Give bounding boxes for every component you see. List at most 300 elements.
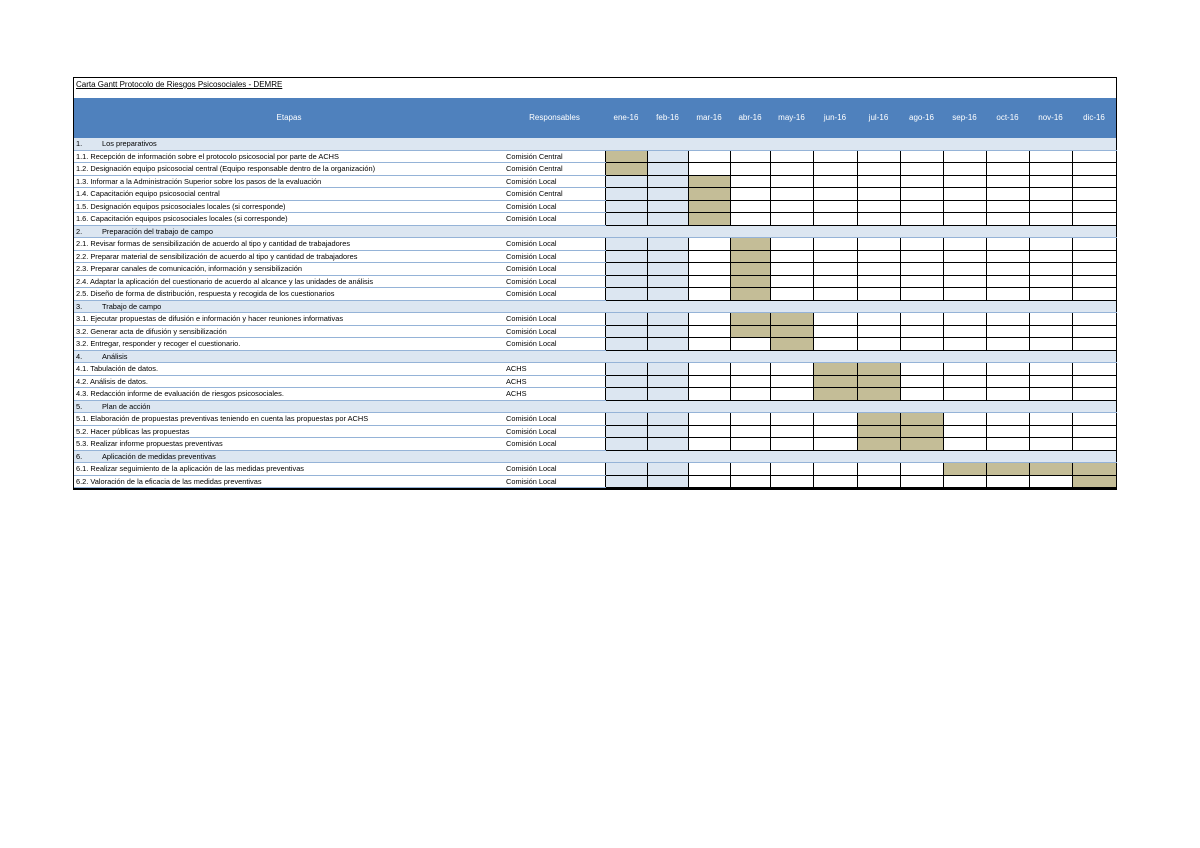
- gantt-cell: [605, 175, 647, 188]
- task-responsible: Comisión Local: [504, 325, 605, 338]
- task-stage: 1.5. Designación equipos psicosociales locales (si corresponde): [74, 200, 504, 213]
- header-month-oct-16: oct-16: [986, 98, 1029, 138]
- gantt-cell: [900, 263, 943, 276]
- section-title: Los preparativos: [102, 139, 157, 148]
- task-responsible: Comisión Central: [504, 188, 605, 201]
- gantt-cell: [770, 250, 813, 263]
- header-month-jun-16: jun-16: [813, 98, 857, 138]
- gantt-bar-cell: [1029, 463, 1072, 476]
- gantt-cell: [605, 200, 647, 213]
- gantt-cell: [647, 288, 688, 301]
- gantt-cell: [647, 313, 688, 326]
- gantt-cell: [1072, 338, 1116, 351]
- gantt-cell: [688, 250, 730, 263]
- gantt-cell: [688, 363, 730, 376]
- gantt-cell: [688, 438, 730, 451]
- gantt-cell: [647, 275, 688, 288]
- gantt-cell: [813, 425, 857, 438]
- section-row: [74, 350, 1116, 363]
- gantt-cell: [730, 475, 770, 488]
- header-responsible: Responsables: [504, 98, 605, 138]
- section-number: 5.: [76, 401, 83, 411]
- section-number: 4.: [76, 351, 83, 361]
- gantt-cell: [1072, 375, 1116, 388]
- gantt-cell: [730, 413, 770, 426]
- gantt-cell: [770, 150, 813, 163]
- task-responsible: ACHS: [504, 388, 605, 401]
- gantt-cell: [986, 438, 1029, 451]
- task-responsible: Comisión Local: [504, 413, 605, 426]
- gantt-cell: [1072, 275, 1116, 288]
- gantt-cell: [647, 150, 688, 163]
- gantt-cell: [1029, 288, 1072, 301]
- gantt-cell: [730, 200, 770, 213]
- task-stage: 5.3. Realizar informe propuestas preventivas: [74, 438, 504, 451]
- gantt-cell: [770, 413, 813, 426]
- gantt-bar-cell: [730, 288, 770, 301]
- gantt-cell: [605, 425, 647, 438]
- gantt-cell: [857, 200, 900, 213]
- gantt-cell: [857, 188, 900, 201]
- gantt-cell: [688, 375, 730, 388]
- gantt-cell: [813, 163, 857, 176]
- gantt-cell: [605, 213, 647, 226]
- gantt-cell: [770, 175, 813, 188]
- task-stage: 3.2. Entregar, responder y recoger el cuestionario.: [74, 338, 504, 351]
- task-row: [74, 388, 1116, 401]
- gantt-cell: [986, 375, 1029, 388]
- gantt-cell: [730, 213, 770, 226]
- gantt-cell: [770, 288, 813, 301]
- section-label: [74, 138, 1116, 150]
- gantt-cell: [813, 463, 857, 476]
- gantt-cell: [857, 150, 900, 163]
- gantt-cell: [1072, 188, 1116, 201]
- gantt-cell: [605, 250, 647, 263]
- gantt-cell: [943, 325, 986, 338]
- gantt-cell: [943, 425, 986, 438]
- task-stage: 4.3. Redacción informe de evaluación de riesgos psicosociales.: [74, 388, 504, 401]
- gantt-cell: [1072, 250, 1116, 263]
- task-responsible: Comisión Local: [504, 313, 605, 326]
- gantt-cell: [857, 313, 900, 326]
- gantt-cell: [813, 250, 857, 263]
- gantt-cell: [1029, 263, 1072, 276]
- gantt-cell: [688, 313, 730, 326]
- gantt-cell: [770, 438, 813, 451]
- gantt-bar-cell: [688, 188, 730, 201]
- gantt-cell: [900, 213, 943, 226]
- gantt-bar-cell: [857, 375, 900, 388]
- gantt-cell: [730, 175, 770, 188]
- gantt-cell: [688, 238, 730, 251]
- gantt-cell: [605, 475, 647, 488]
- gantt-cell: [605, 188, 647, 201]
- section-row: [74, 138, 1116, 150]
- task-row: [74, 250, 1116, 263]
- section-row: [74, 400, 1116, 413]
- gantt-cell: [1072, 263, 1116, 276]
- gantt-cell: [770, 463, 813, 476]
- gantt-cell: [1072, 238, 1116, 251]
- task-stage: 2.5. Diseño de forma de distribución, respuesta y recogida de los cuestionarios: [74, 288, 504, 301]
- gantt-cell: [605, 263, 647, 276]
- gantt-cell: [857, 175, 900, 188]
- task-responsible: Comisión Local: [504, 175, 605, 188]
- gantt-cell: [1072, 438, 1116, 451]
- gantt-cell: [688, 388, 730, 401]
- gantt-cell: [857, 238, 900, 251]
- gantt-cell: [943, 188, 986, 201]
- task-responsible: Comisión Local: [504, 250, 605, 263]
- gantt-cell: [730, 425, 770, 438]
- gantt-cell: [605, 238, 647, 251]
- gantt-cell: [1072, 325, 1116, 338]
- gantt-bar-cell: [857, 363, 900, 376]
- gantt-cell: [770, 475, 813, 488]
- task-responsible: Comisión Local: [504, 275, 605, 288]
- gantt-cell: [986, 200, 1029, 213]
- task-row: [74, 438, 1116, 451]
- gantt-cell: [647, 200, 688, 213]
- gantt-cell: [1029, 175, 1072, 188]
- gantt-cell: [813, 275, 857, 288]
- task-row: [74, 213, 1116, 226]
- gantt-cell: [1029, 150, 1072, 163]
- task-row: [74, 288, 1116, 301]
- section-number: 1.: [76, 139, 83, 148]
- gantt-cell: [605, 288, 647, 301]
- gantt-cell: [900, 163, 943, 176]
- section-row: [74, 300, 1116, 313]
- section-label: [74, 300, 1116, 313]
- task-responsible: Comisión Local: [504, 425, 605, 438]
- document-title-text: Carta Gantt Protocolo de Riesgos Psicosociales - DEMRE: [76, 80, 283, 89]
- gantt-cell: [688, 263, 730, 276]
- task-row: [74, 325, 1116, 338]
- task-responsible: ACHS: [504, 375, 605, 388]
- gantt-cell: [813, 238, 857, 251]
- gantt-cell: [986, 338, 1029, 351]
- task-row: [74, 200, 1116, 213]
- header-month-feb-16: feb-16: [647, 98, 688, 138]
- gantt-bar-cell: [730, 275, 770, 288]
- gantt-bar-cell: [857, 438, 900, 451]
- task-stage: 6.1. Realizar seguimiento de la aplicación de las medidas preventivas: [74, 463, 504, 476]
- gantt-cell: [813, 175, 857, 188]
- gantt-bar-cell: [605, 150, 647, 163]
- gantt-cell: [813, 263, 857, 276]
- gantt-cell: [813, 475, 857, 488]
- header-stage: Etapas: [74, 98, 504, 138]
- gantt-sheet: [73, 77, 1117, 490]
- gantt-cell: [647, 463, 688, 476]
- gantt-cell: [647, 438, 688, 451]
- task-responsible: Comisión Local: [504, 263, 605, 276]
- gantt-cell: [813, 325, 857, 338]
- gantt-cell: [770, 363, 813, 376]
- task-row: [74, 413, 1116, 426]
- gantt-cell: [857, 288, 900, 301]
- task-stage: 1.1. Recepción de información sobre el protocolo psicosocial por parte de ACHS: [74, 150, 504, 163]
- gantt-cell: [943, 263, 986, 276]
- gantt-cell: [813, 200, 857, 213]
- gantt-cell: [986, 213, 1029, 226]
- gantt-cell: [813, 288, 857, 301]
- gantt-cell: [813, 438, 857, 451]
- gantt-cell: [688, 463, 730, 476]
- gantt-bar-cell: [770, 338, 813, 351]
- gantt-cell: [857, 463, 900, 476]
- task-responsible: Comisión Local: [504, 288, 605, 301]
- gantt-cell: [943, 250, 986, 263]
- task-stage: 1.4. Capacitación equipo psicosocial central: [74, 188, 504, 201]
- gantt-cell: [688, 325, 730, 338]
- gantt-cell: [986, 275, 1029, 288]
- gantt-body: [74, 138, 1116, 488]
- gantt-cell: [986, 363, 1029, 376]
- gantt-cell: [730, 163, 770, 176]
- gantt-cell: [900, 475, 943, 488]
- gantt-cell: [857, 250, 900, 263]
- gantt-cell: [900, 175, 943, 188]
- gantt-cell: [1029, 200, 1072, 213]
- gantt-bar-cell: [857, 388, 900, 401]
- gantt-cell: [770, 188, 813, 201]
- gantt-cell: [647, 425, 688, 438]
- gantt-cell: [986, 325, 1029, 338]
- gantt-cell: [900, 325, 943, 338]
- task-stage: 5.1. Elaboración de propuestas preventivas teniendo en cuenta las propuestas por ACHS: [74, 413, 504, 426]
- gantt-bar-cell: [900, 425, 943, 438]
- gantt-cell: [986, 238, 1029, 251]
- section-label: [74, 225, 1116, 238]
- gantt-cell: [605, 463, 647, 476]
- gantt-cell: [986, 288, 1029, 301]
- gantt-cell: [647, 363, 688, 376]
- task-row: [74, 475, 1116, 488]
- gantt-cell: [647, 188, 688, 201]
- section-label: [74, 450, 1116, 463]
- gantt-cell: [647, 213, 688, 226]
- gantt-cell: [943, 213, 986, 226]
- gantt-cell: [986, 263, 1029, 276]
- gantt-cell: [986, 425, 1029, 438]
- task-row: [74, 175, 1116, 188]
- task-responsible: Comisión Central: [504, 150, 605, 163]
- gantt-bar-cell: [900, 413, 943, 426]
- gantt-bar-cell: [688, 175, 730, 188]
- gantt-table: [74, 98, 1117, 488]
- gantt-cell: [1029, 250, 1072, 263]
- gantt-cell: [1072, 150, 1116, 163]
- gantt-cell: [1029, 438, 1072, 451]
- header-row: [74, 98, 1116, 138]
- gantt-cell: [857, 325, 900, 338]
- gantt-bar-cell: [605, 163, 647, 176]
- gantt-cell: [647, 325, 688, 338]
- gantt-bar-cell: [813, 363, 857, 376]
- gantt-cell: [1072, 388, 1116, 401]
- gantt-cell: [900, 288, 943, 301]
- task-row: [74, 150, 1116, 163]
- gantt-cell: [605, 388, 647, 401]
- gantt-cell: [943, 363, 986, 376]
- gantt-cell: [770, 388, 813, 401]
- gantt-cell: [730, 150, 770, 163]
- gantt-cell: [943, 413, 986, 426]
- gantt-cell: [1029, 238, 1072, 251]
- gantt-cell: [857, 213, 900, 226]
- task-row: [74, 238, 1116, 251]
- gantt-cell: [986, 150, 1029, 163]
- task-responsible: ACHS: [504, 363, 605, 376]
- gantt-bar-cell: [770, 313, 813, 326]
- gantt-cell: [986, 313, 1029, 326]
- gantt-cell: [647, 375, 688, 388]
- task-row: [74, 338, 1116, 351]
- gantt-cell: [1072, 425, 1116, 438]
- gantt-cell: [900, 463, 943, 476]
- gantt-cell: [605, 325, 647, 338]
- gantt-cell: [647, 475, 688, 488]
- gantt-cell: [1029, 275, 1072, 288]
- gantt-cell: [943, 175, 986, 188]
- task-row: [74, 375, 1116, 388]
- gantt-cell: [986, 413, 1029, 426]
- gantt-cell: [1072, 363, 1116, 376]
- gantt-cell: [943, 313, 986, 326]
- gantt-cell: [647, 413, 688, 426]
- gantt-cell: [943, 338, 986, 351]
- task-responsible: Comisión Local: [504, 475, 605, 488]
- gantt-cell: [943, 163, 986, 176]
- gantt-cell: [730, 388, 770, 401]
- gantt-cell: [813, 313, 857, 326]
- gantt-cell: [770, 375, 813, 388]
- gantt-cell: [813, 150, 857, 163]
- gantt-cell: [943, 288, 986, 301]
- gantt-cell: [730, 375, 770, 388]
- gantt-cell: [730, 463, 770, 476]
- gantt-cell: [857, 163, 900, 176]
- gantt-cell: [688, 338, 730, 351]
- gantt-cell: [647, 388, 688, 401]
- gantt-cell: [770, 163, 813, 176]
- task-responsible: Comisión Local: [504, 463, 605, 476]
- gantt-bar-cell: [688, 213, 730, 226]
- gantt-cell: [1029, 388, 1072, 401]
- task-row: [74, 188, 1116, 201]
- gantt-cell: [730, 438, 770, 451]
- gantt-cell: [900, 338, 943, 351]
- gantt-cell: [770, 425, 813, 438]
- task-stage: 6.2. Valoración de la eficacia de las medidas preventivas: [74, 475, 504, 488]
- gantt-bar-cell: [813, 375, 857, 388]
- gantt-cell: [1029, 363, 1072, 376]
- gantt-cell: [1072, 163, 1116, 176]
- gantt-cell: [900, 188, 943, 201]
- gantt-cell: [900, 250, 943, 263]
- gantt-cell: [943, 275, 986, 288]
- gantt-bar-cell: [943, 463, 986, 476]
- gantt-cell: [900, 200, 943, 213]
- task-stage: 2.3. Preparar canales de comunicación, información y sensibilización: [74, 263, 504, 276]
- gantt-cell: [1029, 213, 1072, 226]
- gantt-cell: [647, 175, 688, 188]
- task-responsible: Comisión Central: [504, 163, 605, 176]
- gantt-cell: [647, 163, 688, 176]
- task-stage: 4.2. Análisis de datos.: [74, 375, 504, 388]
- gantt-bar-cell: [730, 238, 770, 251]
- task-stage: 4.1. Tabulación de datos.: [74, 363, 504, 376]
- task-row: [74, 275, 1116, 288]
- gantt-cell: [688, 163, 730, 176]
- gantt-cell: [770, 275, 813, 288]
- gantt-cell: [900, 150, 943, 163]
- section-row: [74, 225, 1116, 238]
- header-month-ago-16: ago-16: [900, 98, 943, 138]
- gantt-cell: [857, 338, 900, 351]
- gantt-bar-cell: [986, 463, 1029, 476]
- gantt-cell: [688, 475, 730, 488]
- header-month-jul-16: jul-16: [857, 98, 900, 138]
- task-row: [74, 313, 1116, 326]
- task-responsible: Comisión Local: [504, 200, 605, 213]
- gantt-cell: [900, 238, 943, 251]
- gantt-cell: [770, 200, 813, 213]
- section-title: Aplicación de medidas preventivas: [102, 451, 216, 461]
- header-month-dic-16: dic-16: [1072, 98, 1116, 138]
- gantt-bar-cell: [1072, 463, 1116, 476]
- gantt-cell: [900, 388, 943, 401]
- gantt-cell: [688, 425, 730, 438]
- gantt-cell: [1072, 213, 1116, 226]
- gantt-cell: [770, 238, 813, 251]
- header-month-may-16: may-16: [770, 98, 813, 138]
- gantt-cell: [986, 163, 1029, 176]
- gantt-cell: [605, 438, 647, 451]
- task-row: [74, 263, 1116, 276]
- gantt-cell: [1072, 313, 1116, 326]
- gantt-cell: [813, 413, 857, 426]
- section-number: 3.: [76, 301, 83, 311]
- gantt-cell: [857, 475, 900, 488]
- gantt-bar-cell: [730, 313, 770, 326]
- gantt-cell: [605, 313, 647, 326]
- gantt-cell: [688, 275, 730, 288]
- task-stage: 3.2. Generar acta de difusión y sensibilización: [74, 325, 504, 338]
- gantt-cell: [986, 188, 1029, 201]
- gantt-cell: [813, 188, 857, 201]
- task-row: [74, 163, 1116, 176]
- gantt-cell: [1072, 175, 1116, 188]
- gantt-cell: [986, 475, 1029, 488]
- gantt-bar-cell: [730, 325, 770, 338]
- gantt-cell: [943, 238, 986, 251]
- task-stage: 2.1. Revisar formas de sensibilización de acuerdo al tipo y cantidad de trabajadores: [74, 238, 504, 251]
- document-title: [74, 78, 1116, 98]
- gantt-cell: [647, 238, 688, 251]
- gantt-cell: [813, 338, 857, 351]
- gantt-cell: [857, 263, 900, 276]
- gantt-cell: [730, 338, 770, 351]
- gantt-cell: [1029, 413, 1072, 426]
- task-stage: 1.6. Capacitación equipos psicosociales locales (si corresponde): [74, 213, 504, 226]
- task-responsible: Comisión Local: [504, 438, 605, 451]
- gantt-bar-cell: [857, 425, 900, 438]
- section-title: Análisis: [102, 351, 128, 361]
